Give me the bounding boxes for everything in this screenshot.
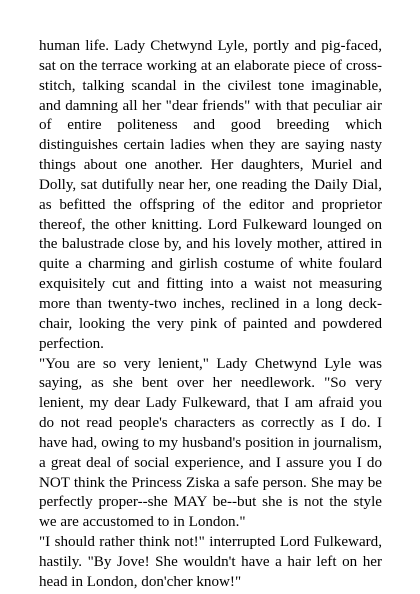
paragraph-3: "I should rather think not!" interrupted Lord Fulkeward, hastily. "By Jove! She wouldn't have a hair left on her head in London, don'cher know!" [39, 534, 382, 590]
body-text [39, 37, 382, 593]
paragraph-1: human life. Lady Chetwynd Lyle, portly and pig-faced, sat on the terrace working at an elaborate piece of cross- stitch, talking scandal in the civilest tone imaginable, and damning all her "dear friends" with that peculiar air of entire politeness and good breeding which distinguishes certain ladies when they are saying nasty things about one another. Her daughters, Muriel and Dolly, sat dutifully near her, one reading the Daily Dial, as befitted the offspring of the editor and proprietor thereof, the other knitting. Lord Fulkeward lounged on the balustrade close by, and his lovely mother, attired in quite a charming and girlish costume of white foulard exquisitely cut and fitting into a waist not measuring more than twenty-two inches, reclined in a long deck-chair, looking the very pink of painted and powdered perfection. [39, 38, 382, 352]
paragraph-2: "You are so very lenient," Lady Chetwynd Lyle was saying, as she bent over her needlework. "So very lenient, my dear Lady Fulkeward, that I am afraid you do not read people's characters as correctly as I do. I have had, owing to my husband's position in journalism, a great deal of social experience, and I assure you I do NOT think the Princess Ziska a safe person. She may be perfectly proper--she MAY be--but she is not the style we are accustomed to in London." [39, 355, 382, 531]
